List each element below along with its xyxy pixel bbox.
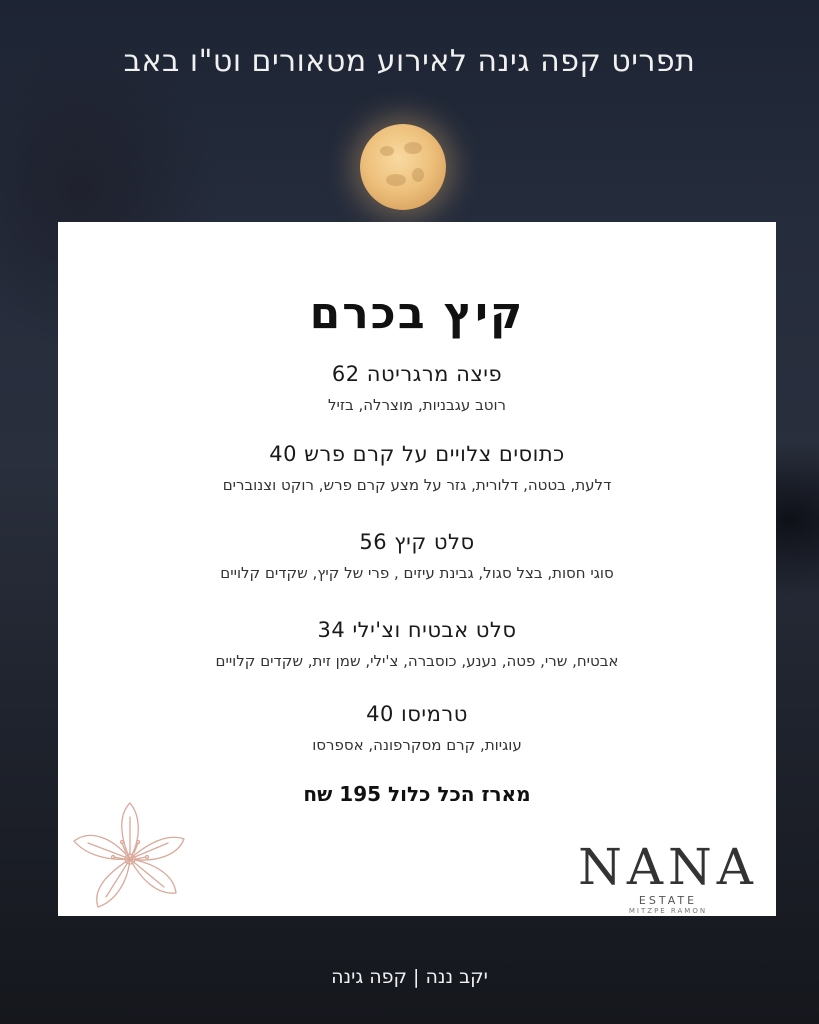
flower-icon [68,797,192,915]
menu-item [58,442,776,494]
menu-item [58,530,776,582]
menu-item-description: עוגיות, קרם מסקרפונה, אספרסו [312,736,522,754]
combo-price: מארז הכל כלול 195 שח [303,782,531,806]
menu-item-description: אבטיח, שרי, פטה, נענע, כוסברה, צ'ילי, שמן זית, שקדים קלויים [215,652,619,670]
menu-card [58,222,776,916]
logo-sub-text: ESTATE [638,894,698,907]
menu-item-description: רוטב עגבניות, מוצרלה, בזיל [327,396,507,414]
page-header-title: תפריט קפה גינה לאירוע מטאורים וט"ו באב [123,44,696,79]
nana-estate-logo [570,838,766,915]
menu-item-description: סוגי חסות, בצל סגול, גבינת עיזים , פרי של קיץ, שקדים קלויים [220,564,614,582]
menu-title: קיץ בכרם [309,288,525,339]
logo-main-text: NANA [578,838,758,896]
menu-item-name: כתוסים צלויים על קרם פרש 40 [269,442,565,466]
menu-item-name: סלט אבטיח וצ'ילי 34 [317,618,517,642]
menu-item-name: סלט קיץ 56 [359,530,475,554]
menu-item-name: טרמיסו 40 [366,702,468,726]
menu-item [58,618,776,670]
full-moon-image [360,124,446,210]
logo-location-text: MITZPE RAMON [628,907,708,915]
menu-item-description: דלעת, בטטה, דלורית, גזר על מצע קרם פרש, רוקט וצנוברים [222,476,612,494]
menu-item [58,362,776,414]
footer-text: יקב ננה | קפה גינה [331,966,488,988]
menu-item [58,702,776,754]
menu-item-name: פיצה מרגריטה 62 [331,362,503,386]
